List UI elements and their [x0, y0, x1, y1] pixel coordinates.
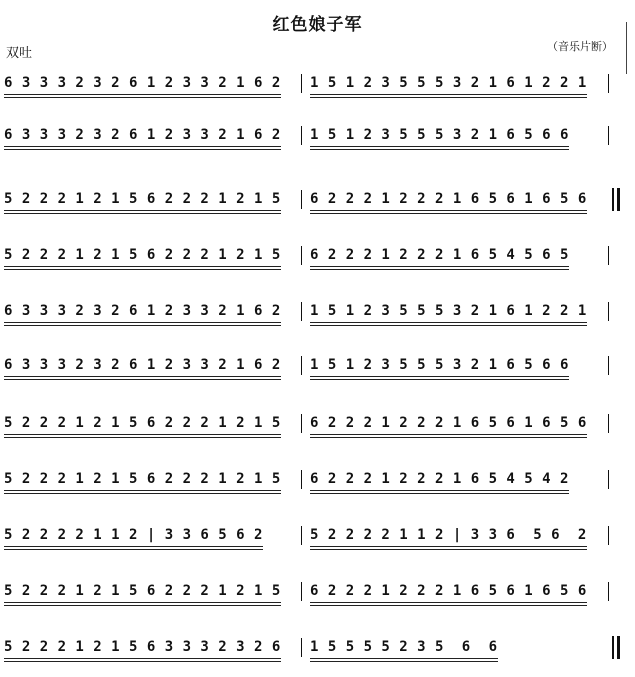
notation-line: [0, 188, 635, 214]
bar-line: [608, 582, 609, 601]
notation-line: [0, 580, 635, 606]
notation-right-phrase: 1 5 1 2 3 5 5 5 3 2 1 6 1 2 2 1: [310, 72, 587, 94]
double-bar-line: [612, 188, 614, 211]
notation-line: [0, 354, 635, 380]
page-edge-line: [626, 22, 627, 74]
bar-line: [608, 414, 609, 433]
notation-line: [0, 72, 635, 98]
double-bar-line: [612, 636, 614, 659]
bar-line: [608, 126, 609, 145]
notation-line: [0, 412, 635, 438]
bar-line: [301, 246, 302, 265]
notation-right-phrase: 5 2 2 2 2 1 1 2 | 3 3 6 5 6 2: [310, 524, 587, 546]
notation-right-phrase: 1 5 1 2 3 5 5 5 3 2 1 6 5 6 6: [310, 124, 569, 146]
notation-left-phrase: 6 3 3 3 2 3 2 6 1 2 3 3 2 1 6 2: [4, 124, 281, 146]
notation-right-phrase: 1 5 1 2 3 5 5 5 3 2 1 6 1 2 2 1: [310, 300, 587, 322]
notation-left-phrase: 6 3 3 3 2 3 2 6 1 2 3 3 2 1 6 2: [4, 72, 281, 94]
notation-left-phrase: 6 3 3 3 2 3 2 6 1 2 3 3 2 1 6 2: [4, 354, 281, 376]
bar-line: [608, 302, 609, 321]
double-bar-line: [617, 188, 620, 211]
notation-right-phrase: 1 5 5 5 5 2 3 5 6 6: [310, 636, 498, 658]
excerpt-note: （音乐片断）: [547, 40, 613, 53]
notation-right-phrase: 6 2 2 2 1 2 2 2 1 6 5 6 1 6 5 6: [310, 580, 587, 602]
notation-line: [0, 636, 635, 662]
notation-right-phrase: 6 2 2 2 1 2 2 2 1 6 5 4 5 4 2: [310, 468, 569, 490]
notation-left-phrase: 5 2 2 2 1 2 1 5 6 2 2 2 1 2 1 5: [4, 468, 281, 490]
double-bar-line: [617, 636, 620, 659]
bar-line: [301, 470, 302, 489]
notation-line: [0, 468, 635, 494]
notation-left-phrase: 5 2 2 2 1 2 1 5 6 3 3 3 2 3 2 6: [4, 636, 281, 658]
bar-line: [301, 74, 302, 93]
notation-right-phrase: 6 2 2 2 1 2 2 2 1 6 5 6 1 6 5 6: [310, 188, 587, 210]
bar-line: [301, 302, 302, 321]
bar-line: [301, 638, 302, 657]
bar-line: [301, 190, 302, 209]
score-title: 红色娘子军: [272, 15, 363, 35]
bar-line: [608, 526, 609, 545]
bar-line: [608, 74, 609, 93]
bar-line: [301, 414, 302, 433]
notation-left-phrase: 5 2 2 2 2 1 1 2 | 3 3 6 5 6 2: [4, 524, 263, 546]
bar-line: [301, 526, 302, 545]
bar-line: [608, 246, 609, 265]
notation-right-phrase: 1 5 1 2 3 5 5 5 3 2 1 6 5 6 6: [310, 354, 569, 376]
notation-right-phrase: 6 2 2 2 1 2 2 2 1 6 5 6 1 6 5 6: [310, 412, 587, 434]
technique-label: 双吐: [6, 46, 33, 61]
notation-line: [0, 300, 635, 326]
notation-left-phrase: 5 2 2 2 1 2 1 5 6 2 2 2 1 2 1 5: [4, 188, 281, 210]
notation-line: [0, 524, 635, 550]
bar-line: [608, 470, 609, 489]
notation-right-phrase: 6 2 2 2 1 2 2 2 1 6 5 4 5 6 5: [310, 244, 569, 266]
bar-line: [301, 582, 302, 601]
bar-line: [608, 356, 609, 375]
notation-line: [0, 124, 635, 150]
bar-line: [301, 126, 302, 145]
notation-left-phrase: 5 2 2 2 1 2 1 5 6 2 2 2 1 2 1 5: [4, 412, 281, 434]
notation-line: [0, 244, 635, 270]
notation-left-phrase: 5 2 2 2 1 2 1 5 6 2 2 2 1 2 1 5: [4, 580, 281, 602]
bar-line: [301, 356, 302, 375]
notation-left-phrase: 6 3 3 3 2 3 2 6 1 2 3 3 2 1 6 2: [4, 300, 281, 322]
notation-left-phrase: 5 2 2 2 1 2 1 5 6 2 2 2 1 2 1 5: [4, 244, 281, 266]
